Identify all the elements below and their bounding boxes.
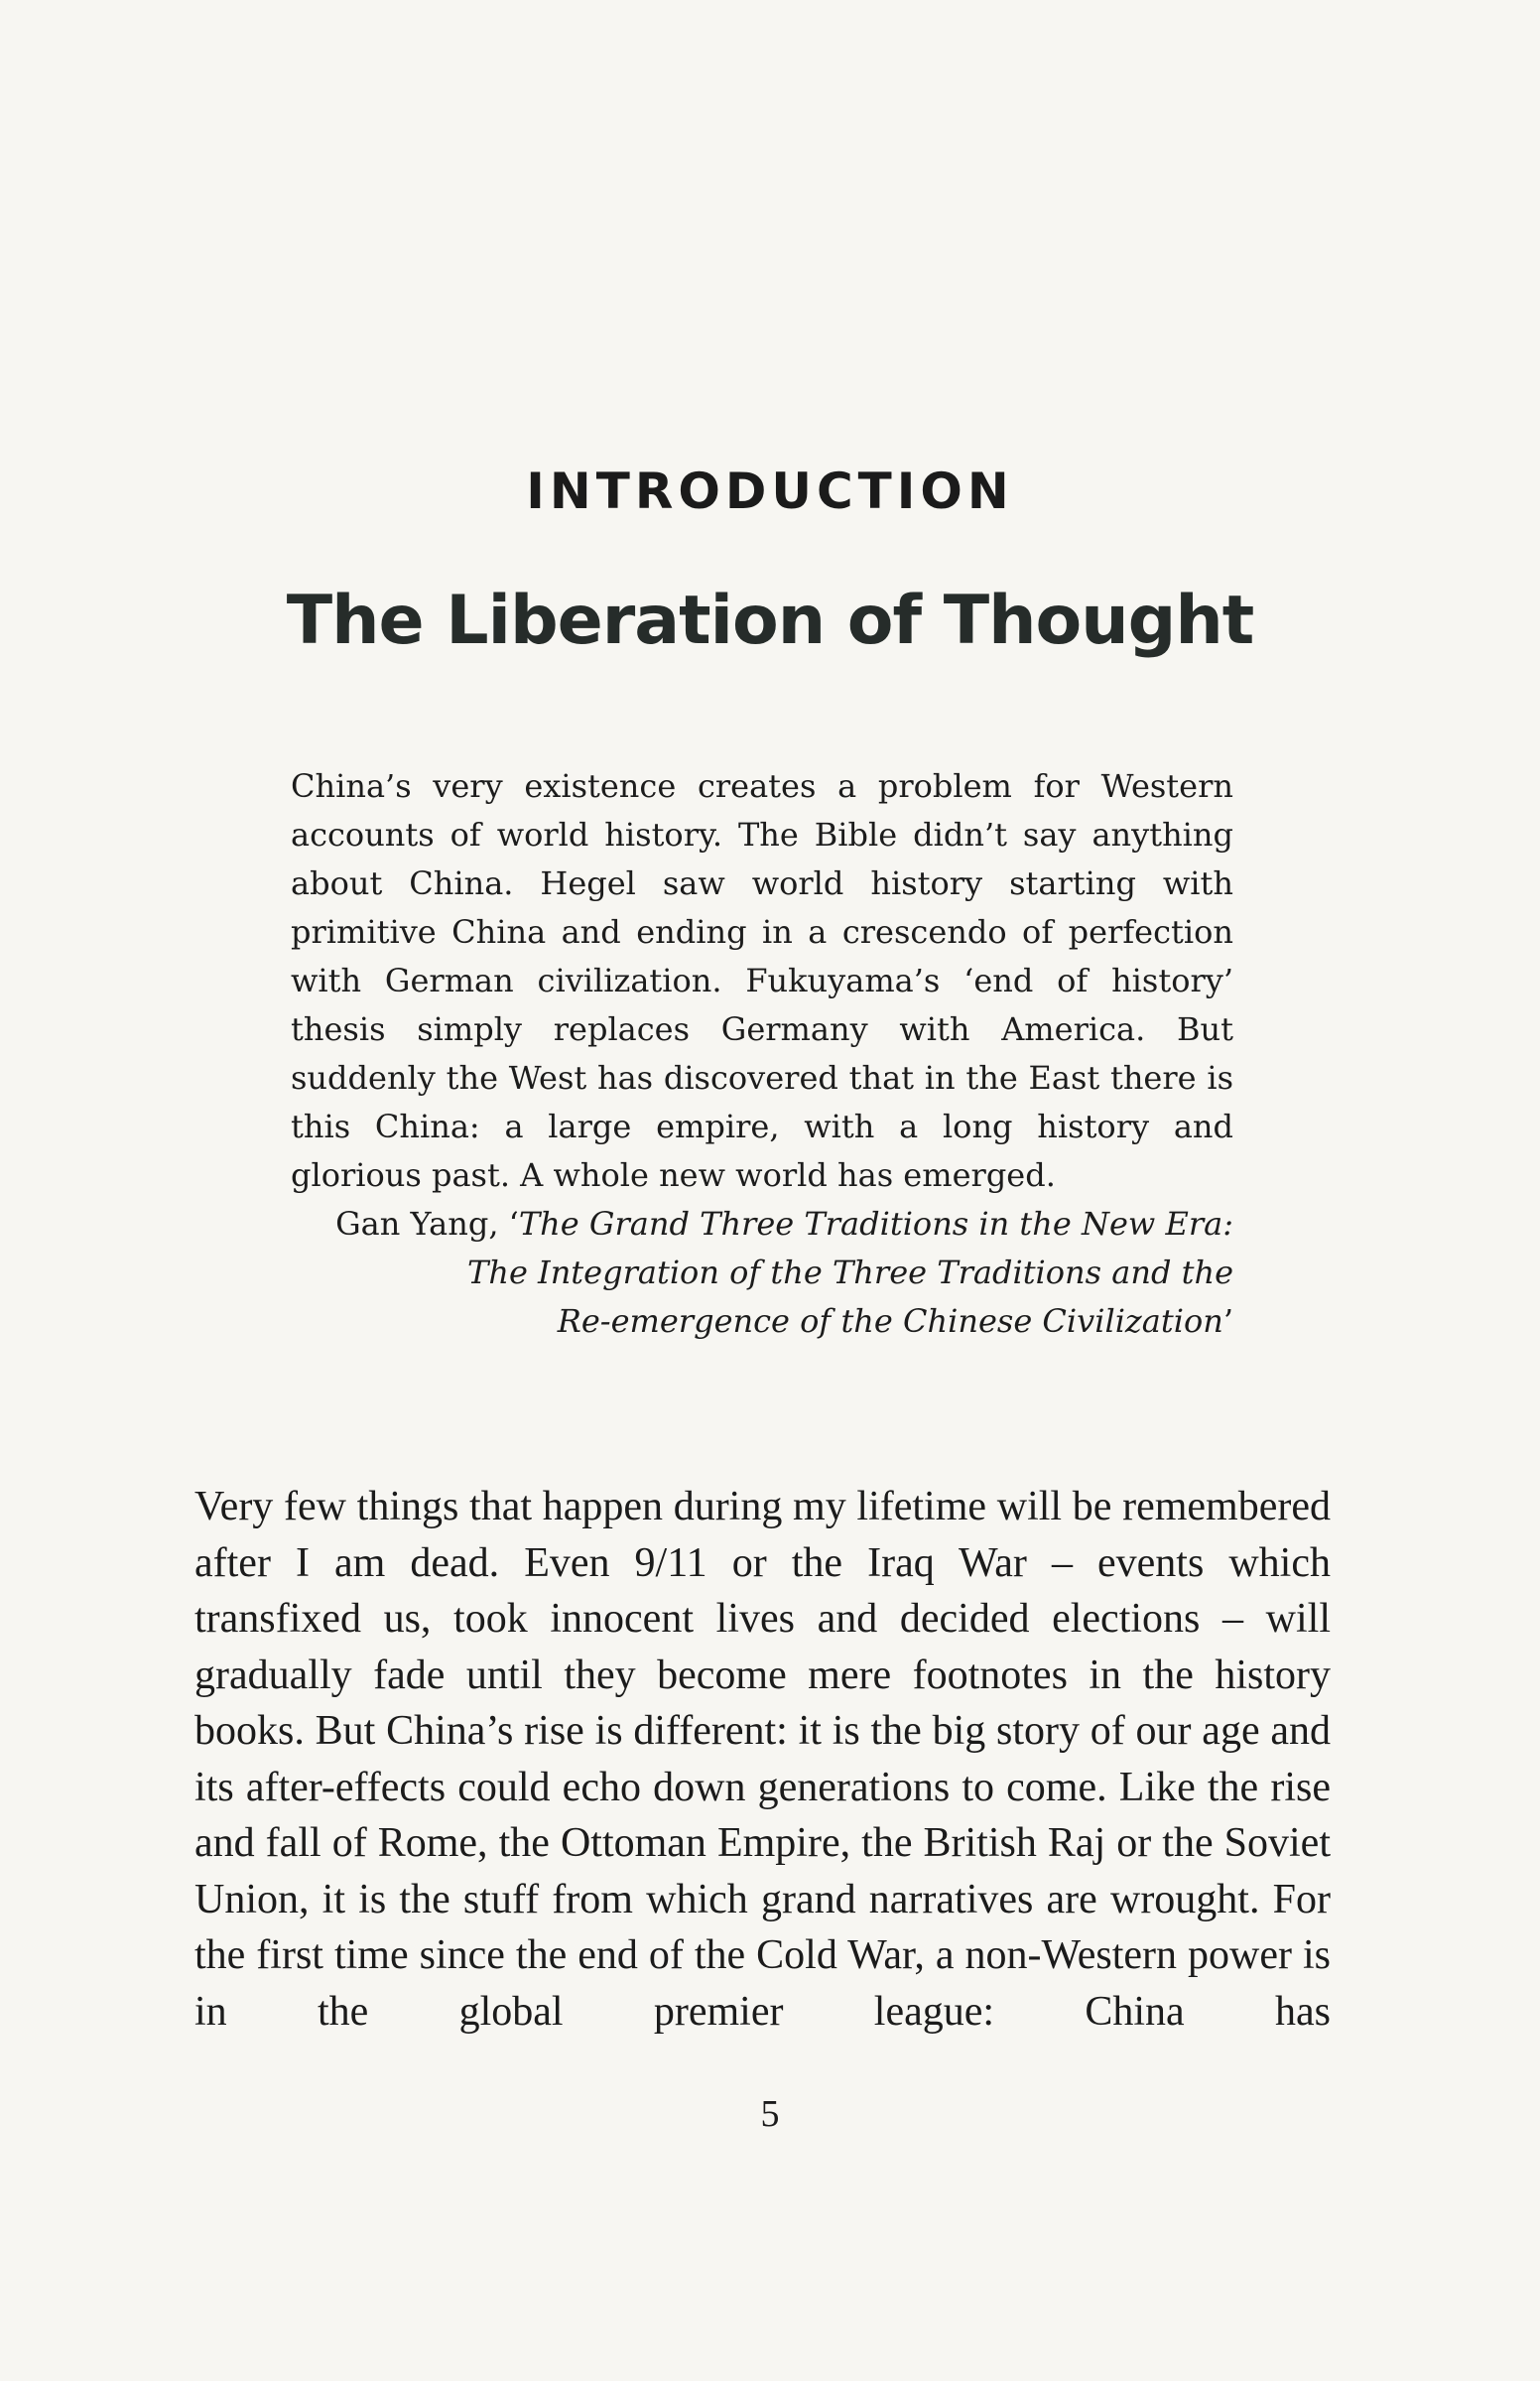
epigraph-work-line-3: Re-emergence of the Chinese Civilization (557, 1302, 1223, 1340)
epigraph-attribution (291, 1200, 1233, 1346)
epigraph-work-line-1: The Grand Three Traditions in the New Era: (518, 1205, 1233, 1243)
epigraph-closing-quote: ’ (1222, 1302, 1233, 1340)
chapter-title: The Liberation of Thought (286, 582, 1254, 660)
chapter-label: INTRODUCTION (526, 463, 1014, 520)
epigraph-quote: China’s very existence creates a problem for Western accounts of world history. The Bible didn’t say anything about China. Hegel saw world history starting with primitive China and ending in a crescendo of perfection with German civilization. Fukuyama’s ‘end of history’ thesis simply replaces Germany with America. But suddenly the West has discovered that in the East there is this China: a large empire, with a long history and glorious past. A whole new world has emerged. (291, 767, 1233, 1194)
body-paragraph: Very few things that happen during my lifetime will be remembered after I am dead. Even 9/11 or the Iraq War – events which transfixed us, took innocent lives and decided elections – will gradually fade until they become mere footnotes in the history books. But China’s rise is different: it is the big story of our age and its after-effects could echo down generations to come. Like the rise and fall of Rome, the Ottoman Empire, the British Raj or the Soviet Union, it is the stuff from which grand narratives are wrought. For the first time since the end of the Cold War, a non-Western power is in the global premier league: China has (194, 1484, 1331, 2035)
page-number: 5 (760, 2093, 780, 2135)
epigraph-author: Gan Yang, ‘ (335, 1205, 519, 1243)
epigraph (291, 762, 1233, 1346)
epigraph-work-line-2: The Integration of the Three Traditions and the (466, 1254, 1233, 1291)
